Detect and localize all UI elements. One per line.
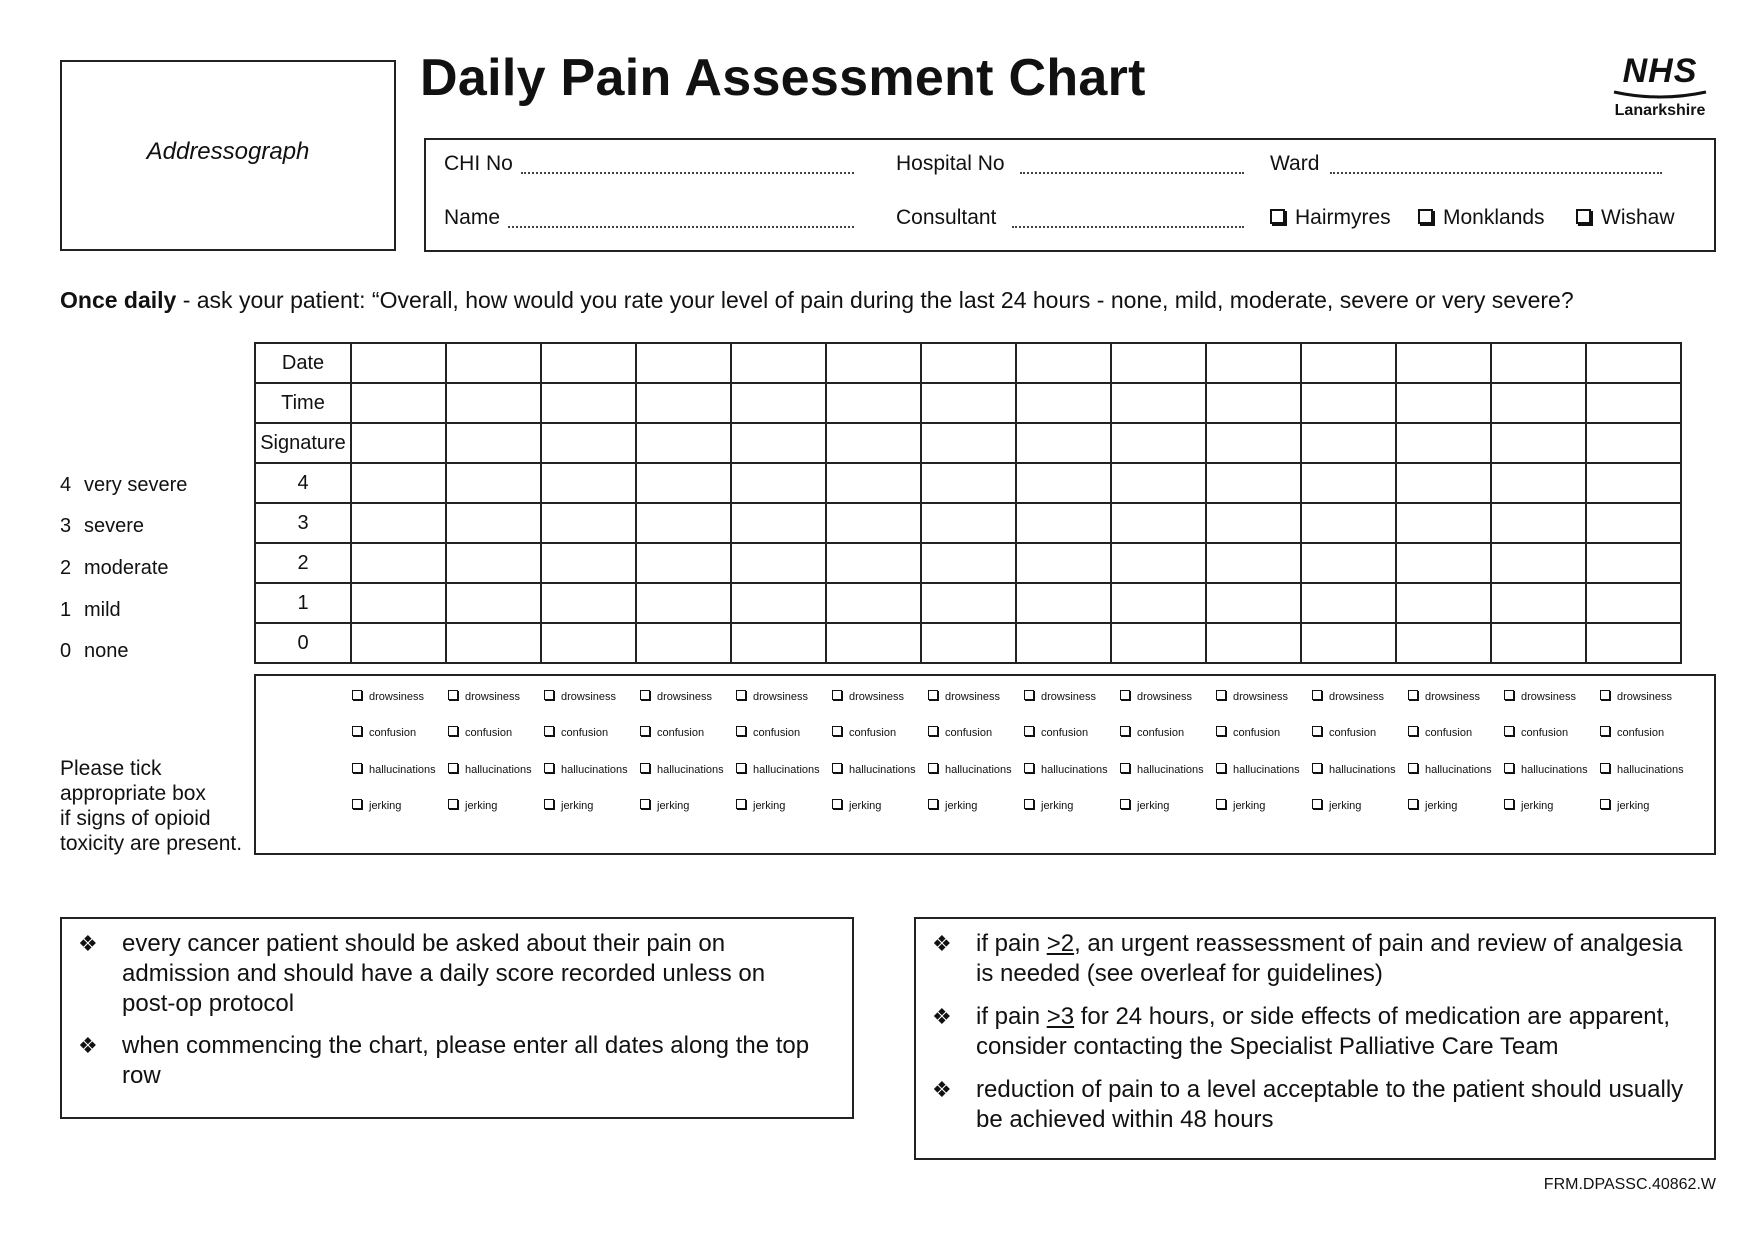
- checkbox-icon: [352, 690, 362, 700]
- toxicity-checkbox-jerking[interactable]: jerking: [1600, 799, 1649, 812]
- bullet-icon: ❖: [78, 1033, 98, 1058]
- checkbox-icon: [1216, 763, 1226, 773]
- toxicity-checkbox-hallucinations[interactable]: hallucinations: [544, 763, 628, 776]
- grid-cell[interactable]: [731, 423, 826, 463]
- grid-cell[interactable]: [826, 423, 921, 463]
- hospital-option-wishaw[interactable]: Wishaw: [1576, 206, 1675, 230]
- grid-cell[interactable]: [636, 543, 731, 583]
- grid-cell[interactable]: [1586, 543, 1681, 583]
- grid-row: [255, 383, 1681, 423]
- toxicity-checkbox-confusion[interactable]: confusion: [448, 726, 512, 739]
- grid-row: [255, 543, 1681, 583]
- grid-cell[interactable]: [446, 423, 541, 463]
- row-label: 1: [255, 583, 351, 623]
- grid-row: [255, 463, 1681, 503]
- scale-item: 3 severe: [60, 515, 145, 537]
- grid-cell[interactable]: [351, 423, 446, 463]
- toxicity-checkbox-confusion[interactable]: confusion: [1600, 726, 1664, 739]
- grid-cell[interactable]: [541, 343, 636, 383]
- row-label: Signature: [255, 423, 351, 463]
- toxicity-checkbox-confusion[interactable]: confusion: [1504, 726, 1568, 739]
- checkbox-icon: [928, 799, 938, 809]
- toxicity-checkbox-hallucinations[interactable]: hallucinations: [1504, 763, 1588, 776]
- notes-right-box: [914, 917, 1716, 1160]
- grid-cell[interactable]: [1396, 623, 1491, 663]
- addressograph-box: [60, 60, 396, 251]
- grid-cell[interactable]: [731, 583, 826, 623]
- toxicity-checkbox-confusion[interactable]: confusion: [928, 726, 992, 739]
- checkbox-icon: [640, 799, 650, 809]
- note-item: ❖ every cancer patient should be asked about their pain on admission and should have a daily score recorded unless on post-op protocol: [78, 930, 766, 1017]
- toxicity-checkbox-drowsiness[interactable]: drowsiness: [1408, 690, 1480, 703]
- grid-cell[interactable]: [731, 623, 826, 663]
- grid-cell[interactable]: [1111, 543, 1206, 583]
- grid-cell[interactable]: [921, 503, 1016, 543]
- grid-cell[interactable]: [1016, 463, 1111, 503]
- toxicity-checkbox-jerking[interactable]: jerking: [448, 799, 497, 812]
- note-item: ❖ reduction of pain to a level acceptable to the patient should usually be achieved within 48 hours: [932, 1076, 1684, 1133]
- grid-cell[interactable]: [1491, 583, 1586, 623]
- daily-instruction: [60, 287, 1574, 314]
- chi-no-label: CHI No: [444, 152, 513, 175]
- toxicity-checkbox-hallucinations[interactable]: hallucinations: [832, 763, 916, 776]
- bullet-icon: ❖: [78, 931, 98, 956]
- name-label: Name: [444, 206, 501, 229]
- checkbox-icon: [1312, 799, 1322, 809]
- grid-cell[interactable]: [731, 503, 826, 543]
- checkbox-icon: [1600, 763, 1610, 773]
- grid-cell[interactable]: [1491, 543, 1586, 583]
- toxicity-checkbox-drowsiness[interactable]: drowsiness: [832, 690, 904, 703]
- checkbox-icon: [1024, 726, 1034, 736]
- checkbox-icon: [1600, 726, 1610, 736]
- grid-cell[interactable]: [351, 383, 446, 423]
- checkbox-icon: [1312, 763, 1322, 773]
- assessment-grid: [254, 342, 1682, 664]
- grid-cell[interactable]: [1206, 343, 1301, 383]
- grid-cell[interactable]: [1111, 503, 1206, 543]
- checkbox-icon: [1120, 799, 1130, 809]
- grid-cell[interactable]: [1491, 343, 1586, 383]
- grid-cell[interactable]: [541, 423, 636, 463]
- grid-cell[interactable]: [446, 623, 541, 663]
- toxicity-checkbox-confusion[interactable]: confusion: [1120, 726, 1184, 739]
- checkbox-icon: [1504, 763, 1514, 773]
- checkbox-icon: [1024, 763, 1034, 773]
- grid-cell[interactable]: [446, 543, 541, 583]
- grid-cell[interactable]: [826, 623, 921, 663]
- toxicity-checkbox-confusion[interactable]: confusion: [736, 726, 800, 739]
- toxicity-checkbox-hallucinations[interactable]: hallucinations: [1024, 763, 1108, 776]
- nhs-logo-text: NHS: [1622, 52, 1698, 90]
- row-label: Date: [255, 343, 351, 383]
- grid-cell[interactable]: [1396, 583, 1491, 623]
- toxicity-checkbox-jerking[interactable]: jerking: [832, 799, 881, 812]
- hospital-no-field[interactable]: [1020, 172, 1244, 174]
- grid-cell[interactable]: [1206, 543, 1301, 583]
- grid-cell[interactable]: [826, 343, 921, 383]
- ward-field[interactable]: [1330, 172, 1662, 174]
- grid-row: [255, 503, 1681, 543]
- grid-cell[interactable]: [1301, 383, 1396, 423]
- grid-cell[interactable]: [1016, 383, 1111, 423]
- grid-cell[interactable]: [1206, 503, 1301, 543]
- checkbox-icon: [928, 763, 938, 773]
- grid-cell[interactable]: [636, 383, 731, 423]
- toxicity-checkbox-drowsiness[interactable]: drowsiness: [1312, 690, 1384, 703]
- checkbox-icon: [640, 726, 650, 736]
- grid-cell[interactable]: [1396, 343, 1491, 383]
- checkbox-icon: [1408, 799, 1418, 809]
- grid-cell[interactable]: [1586, 503, 1681, 543]
- toxicity-checkbox-jerking[interactable]: jerking: [1024, 799, 1073, 812]
- checkbox-icon: [1312, 726, 1322, 736]
- grid-cell[interactable]: [636, 423, 731, 463]
- checkbox-icon: [1216, 690, 1226, 700]
- checkbox-icon: [928, 690, 938, 700]
- grid-cell[interactable]: [1396, 503, 1491, 543]
- checkbox-icon: [448, 763, 458, 773]
- toxicity-checkbox-confusion[interactable]: confusion: [1408, 726, 1472, 739]
- grid-cell[interactable]: [1111, 463, 1206, 503]
- consultant-field[interactable]: [1012, 226, 1244, 228]
- checkbox-icon: [544, 799, 554, 809]
- grid-row: [255, 583, 1681, 623]
- toxicity-checkbox-drowsiness[interactable]: drowsiness: [352, 690, 424, 703]
- notes-left-box: [60, 917, 854, 1119]
- bullet-icon: ❖: [932, 1077, 952, 1102]
- bullet-icon: ❖: [932, 931, 952, 956]
- grid-cell[interactable]: [636, 623, 731, 663]
- grid-cell[interactable]: [1016, 423, 1111, 463]
- checkbox-icon: [736, 799, 746, 809]
- toxicity-checkbox-jerking[interactable]: jerking: [1504, 799, 1553, 812]
- checkbox-icon: [640, 690, 650, 700]
- grid-cell[interactable]: [921, 543, 1016, 583]
- row-label: 0: [255, 623, 351, 663]
- toxicity-checkbox-confusion[interactable]: confusion: [640, 726, 704, 739]
- grid-cell[interactable]: [731, 383, 826, 423]
- scale-item: 4 very severe: [60, 474, 188, 496]
- checkbox-icon: [1270, 209, 1285, 224]
- grid-cell[interactable]: [1111, 623, 1206, 663]
- checkbox-icon: [448, 799, 458, 809]
- grid-cell[interactable]: [1586, 343, 1681, 383]
- form-reference: FRM.DPASSC.40862.W: [1543, 1176, 1716, 1193]
- grid-cell[interactable]: [636, 463, 731, 503]
- toxicity-checkbox-drowsiness[interactable]: drowsiness: [1600, 690, 1672, 703]
- toxicity-checkbox-drowsiness[interactable]: drowsiness: [448, 690, 520, 703]
- grid-cell[interactable]: [446, 503, 541, 543]
- toxicity-checkbox-jerking[interactable]: jerking: [928, 799, 977, 812]
- toxicity-checkbox-hallucinations[interactable]: hallucinations: [1216, 763, 1300, 776]
- grid-cell[interactable]: [1301, 343, 1396, 383]
- checkbox-icon: [832, 763, 842, 773]
- grid-cell[interactable]: [826, 463, 921, 503]
- toxicity-checkbox-jerking[interactable]: jerking: [1312, 799, 1361, 812]
- grid-cell[interactable]: [921, 623, 1016, 663]
- grid-cell[interactable]: [1206, 383, 1301, 423]
- grid-cell[interactable]: [351, 503, 446, 543]
- checkbox-icon: [1418, 209, 1433, 224]
- grid-row: [255, 623, 1681, 663]
- checkbox-icon: [1408, 763, 1418, 773]
- grid-cell[interactable]: [1586, 463, 1681, 503]
- ward-label: Ward: [1270, 152, 1320, 175]
- grid-cell[interactable]: [541, 383, 636, 423]
- checkbox-icon: [1576, 209, 1591, 224]
- grid-cell[interactable]: [921, 583, 1016, 623]
- grid-cell[interactable]: [351, 623, 446, 663]
- toxicity-checkbox-hallucinations[interactable]: hallucinations: [1120, 763, 1204, 776]
- checkbox-icon: [352, 799, 362, 809]
- grid-cell[interactable]: [1586, 623, 1681, 663]
- checkbox-icon: [1504, 799, 1514, 809]
- toxicity-checkbox-jerking[interactable]: jerking: [1216, 799, 1265, 812]
- checkbox-icon: [1408, 690, 1418, 700]
- toxicity-box: [254, 674, 1716, 855]
- hospital-option-monklands[interactable]: Monklands: [1418, 206, 1545, 230]
- scale-item: 1 mild: [60, 599, 121, 621]
- grid-cell[interactable]: [1586, 383, 1681, 423]
- hospital-option-hairmyres[interactable]: Hairmyres: [1270, 206, 1391, 230]
- grid-cell[interactable]: [351, 543, 446, 583]
- toxicity-checkbox-confusion[interactable]: confusion: [352, 726, 416, 739]
- grid-cell[interactable]: [541, 463, 636, 503]
- hospital-no-label: Hospital No: [896, 152, 1005, 175]
- checkbox-icon: [1408, 726, 1418, 736]
- toxicity-checkbox-hallucinations[interactable]: hallucinations: [448, 763, 532, 776]
- grid-cell[interactable]: [826, 503, 921, 543]
- toxicity-checkbox-hallucinations[interactable]: hallucinations: [1600, 763, 1684, 776]
- toxicity-checkbox-hallucinations[interactable]: hallucinations: [352, 763, 436, 776]
- checkbox-icon: [736, 690, 746, 700]
- grid-cell[interactable]: [636, 343, 731, 383]
- page-title: Daily Pain Assessment Chart: [420, 49, 1146, 107]
- grid-cell[interactable]: [1396, 423, 1491, 463]
- grid-cell[interactable]: [731, 463, 826, 503]
- checkbox-icon: [1120, 763, 1130, 773]
- grid-cell[interactable]: [541, 623, 636, 663]
- toxicity-checkbox-confusion[interactable]: confusion: [1312, 726, 1376, 739]
- checkbox-icon: [736, 763, 746, 773]
- tick-instructions: Please tick appropriate box if signs of opioid toxicity are present.: [60, 757, 243, 855]
- checkbox-icon: [1120, 726, 1130, 736]
- grid-cell[interactable]: [1206, 423, 1301, 463]
- grid-cell[interactable]: [1396, 463, 1491, 503]
- toxicity-checkbox-confusion[interactable]: confusion: [832, 726, 896, 739]
- grid-cell[interactable]: [636, 503, 731, 543]
- grid-cell[interactable]: [351, 583, 446, 623]
- toxicity-checkbox-drowsiness[interactable]: drowsiness: [928, 690, 1000, 703]
- row-label: 2: [255, 543, 351, 583]
- grid-cell[interactable]: [1111, 343, 1206, 383]
- note-item: ❖ if pain >3 for 24 hours, or side effects of medication are apparent, consider contacting the Specialist Palliative Care Team: [932, 1003, 1670, 1060]
- toxicity-checkbox-hallucinations[interactable]: hallucinations: [736, 763, 820, 776]
- grid-cell[interactable]: [1111, 423, 1206, 463]
- checkbox-icon: [544, 763, 554, 773]
- nhs-logo: [1608, 54, 1712, 120]
- checkbox-icon: [1216, 726, 1226, 736]
- grid-row: [255, 343, 1681, 383]
- checkbox-icon: [928, 726, 938, 736]
- grid-cell[interactable]: [541, 503, 636, 543]
- checkbox-icon: [1216, 799, 1226, 809]
- grid-cell[interactable]: [1301, 463, 1396, 503]
- scale-item: 2 moderate: [60, 557, 169, 579]
- grid-cell[interactable]: [1016, 583, 1111, 623]
- grid-cell[interactable]: [1016, 623, 1111, 663]
- note-item: ❖ if pain >2, an urgent reassessment of pain and review of analgesia is needed (see overleaf for guidelines): [932, 930, 1683, 987]
- toxicity-checkbox-jerking[interactable]: jerking: [736, 799, 785, 812]
- grid-cell[interactable]: [1586, 423, 1681, 463]
- toxicity-checkbox-drowsiness[interactable]: drowsiness: [1120, 690, 1192, 703]
- checkbox-icon: [1312, 690, 1322, 700]
- toxicity-checkbox-jerking[interactable]: jerking: [352, 799, 401, 812]
- grid-cell[interactable]: [351, 463, 446, 503]
- toxicity-checkbox-drowsiness[interactable]: drowsiness: [1504, 690, 1576, 703]
- grid-cell[interactable]: [446, 463, 541, 503]
- grid-cell[interactable]: [1491, 503, 1586, 543]
- checkbox-icon: [640, 763, 650, 773]
- grid-cell[interactable]: [921, 343, 1016, 383]
- toxicity-checkbox-drowsiness[interactable]: drowsiness: [736, 690, 808, 703]
- grid-cell[interactable]: [1301, 583, 1396, 623]
- toxicity-checkbox-drowsiness[interactable]: drowsiness: [1216, 690, 1288, 703]
- checkbox-icon: [832, 726, 842, 736]
- scale-item: 0 none: [60, 640, 129, 662]
- toxicity-checkbox-jerking[interactable]: jerking: [1120, 799, 1169, 812]
- grid-cell[interactable]: [446, 343, 541, 383]
- toxicity-checkbox-hallucinations[interactable]: hallucinations: [928, 763, 1012, 776]
- grid-cell[interactable]: [1206, 583, 1301, 623]
- grid-cell[interactable]: [1491, 463, 1586, 503]
- grid-cell[interactable]: [826, 383, 921, 423]
- checkbox-icon: [1024, 799, 1034, 809]
- checkbox-icon: [832, 799, 842, 809]
- grid-cell[interactable]: [826, 543, 921, 583]
- grid-cell[interactable]: [1111, 583, 1206, 623]
- toxicity-checkbox-confusion[interactable]: confusion: [1024, 726, 1088, 739]
- row-label: 4: [255, 463, 351, 503]
- grid-cell[interactable]: [731, 543, 826, 583]
- checkbox-icon: [1024, 690, 1034, 700]
- consultant-label: Consultant: [896, 206, 997, 229]
- toxicity-checkbox-drowsiness[interactable]: drowsiness: [544, 690, 616, 703]
- grid-cell[interactable]: [921, 423, 1016, 463]
- toxicity-checkbox-confusion[interactable]: confusion: [544, 726, 608, 739]
- grid-cell[interactable]: [1111, 383, 1206, 423]
- grid-cell[interactable]: [731, 343, 826, 383]
- grid-row: [255, 423, 1681, 463]
- grid-cell[interactable]: [1491, 423, 1586, 463]
- name-field[interactable]: [508, 226, 854, 228]
- checkbox-icon: [832, 690, 842, 700]
- grid-cell[interactable]: [446, 583, 541, 623]
- nhs-logo-region: Lanarkshire: [1614, 102, 1706, 119]
- checkbox-icon: [448, 690, 458, 700]
- patient-info-box: [424, 138, 1716, 252]
- grid-cell[interactable]: [1016, 543, 1111, 583]
- row-label: 3: [255, 503, 351, 543]
- toxicity-checkbox-confusion[interactable]: confusion: [1216, 726, 1280, 739]
- grid-cell[interactable]: [1016, 503, 1111, 543]
- note-item: ❖ when commencing the chart, please enter all dates along the top row: [78, 1032, 810, 1089]
- toxicity-checkbox-drowsiness[interactable]: drowsiness: [1024, 690, 1096, 703]
- grid-cell[interactable]: [1396, 383, 1491, 423]
- grid-cell[interactable]: [636, 583, 731, 623]
- checkbox-icon: [1504, 690, 1514, 700]
- grid-cell[interactable]: [1301, 623, 1396, 663]
- row-label: Time: [255, 383, 351, 423]
- checkbox-icon: [1600, 690, 1610, 700]
- checkbox-icon: [352, 726, 362, 736]
- grid-cell[interactable]: [1396, 543, 1491, 583]
- toxicity-checkbox-drowsiness[interactable]: drowsiness: [640, 690, 712, 703]
- grid-cell[interactable]: [921, 463, 1016, 503]
- toxicity-checkbox-jerking[interactable]: jerking: [640, 799, 689, 812]
- addressograph-label: Addressograph: [146, 138, 310, 165]
- checkbox-icon: [352, 763, 362, 773]
- toxicity-checkbox-jerking[interactable]: jerking: [544, 799, 593, 812]
- grid-cell[interactable]: [826, 583, 921, 623]
- grid-cell[interactable]: [541, 583, 636, 623]
- instruction-text: - ask your patient: “Overall, how would you rate your level of pain during the last 24 hours - none, mild, moderate, severe or very severe?: [176, 287, 1574, 313]
- grid-cell[interactable]: [921, 383, 1016, 423]
- toxicity-checkbox-hallucinations[interactable]: hallucinations: [640, 763, 724, 776]
- grid-cell[interactable]: [1206, 623, 1301, 663]
- grid-cell[interactable]: [1491, 383, 1586, 423]
- grid-cell[interactable]: [1301, 543, 1396, 583]
- grid-cell[interactable]: [1016, 343, 1111, 383]
- checkbox-icon: [1504, 726, 1514, 736]
- grid-cell[interactable]: [446, 383, 541, 423]
- grid-cell[interactable]: [1586, 583, 1681, 623]
- grid-cell[interactable]: [1206, 463, 1301, 503]
- toxicity-checkbox-hallucinations[interactable]: hallucinations: [1312, 763, 1396, 776]
- instruction-emphasis: Once daily: [60, 287, 177, 313]
- checkbox-icon: [448, 726, 458, 736]
- checkbox-icon: [544, 726, 554, 736]
- grid-cell[interactable]: [541, 543, 636, 583]
- grid-cell[interactable]: [1301, 503, 1396, 543]
- checkbox-icon: [736, 726, 746, 736]
- toxicity-checkbox-hallucinations[interactable]: hallucinations: [1408, 763, 1492, 776]
- grid-cell[interactable]: [1301, 423, 1396, 463]
- chi-no-field[interactable]: [521, 172, 854, 174]
- checkbox-icon: [544, 690, 554, 700]
- grid-cell[interactable]: [1491, 623, 1586, 663]
- checkbox-icon: [1120, 690, 1130, 700]
- grid-cell[interactable]: [351, 343, 446, 383]
- toxicity-checkbox-jerking[interactable]: jerking: [1408, 799, 1457, 812]
- checkbox-icon: [1600, 799, 1610, 809]
- bullet-icon: ❖: [932, 1004, 952, 1029]
